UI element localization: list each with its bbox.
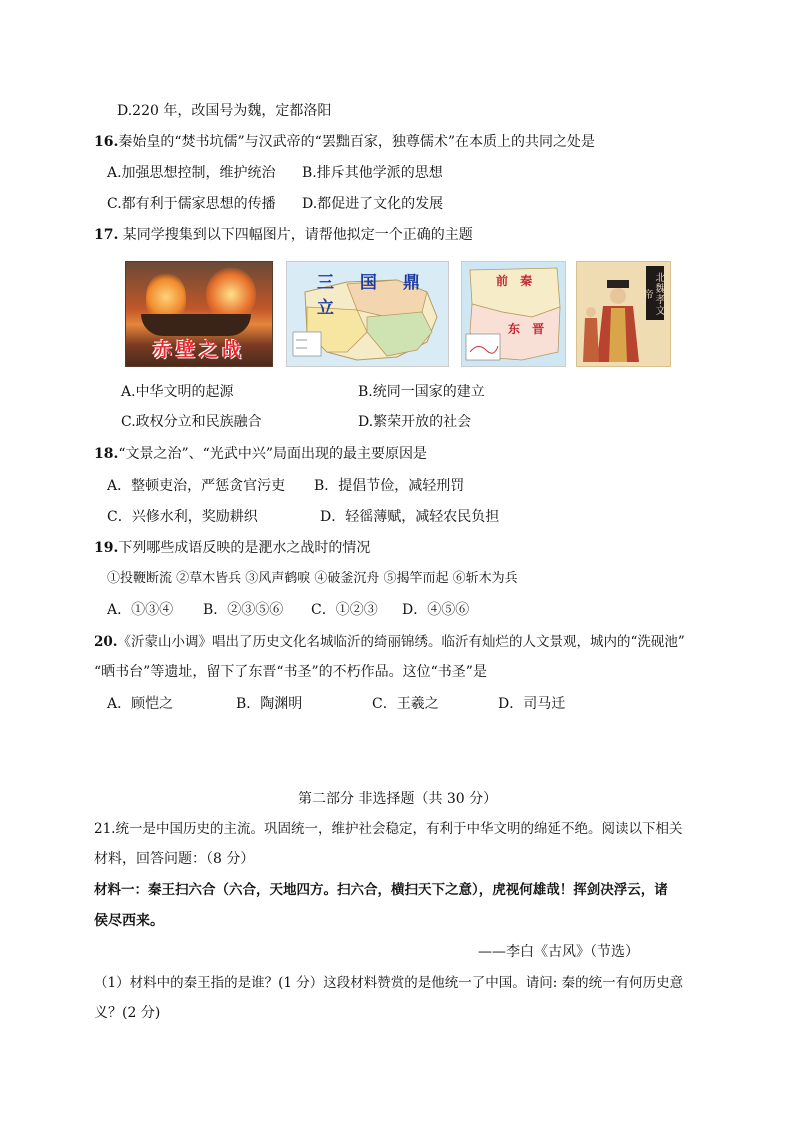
chibi-caption: 赤壁之战 — [152, 339, 245, 361]
q18-option-b: B．提倡节俭，减轻刑罚 — [314, 478, 465, 494]
q17-option-c: C.政权分立和民族融合 — [121, 414, 262, 430]
q21-material-line2: 侯尽西来。 — [94, 913, 164, 929]
q16-stem-text: 秦始皇的“焚书坑儒”与汉武帝的“罢黜百家，独尊儒术”在本质上的共同之处是 — [118, 134, 595, 150]
q19-option-b: B．②③⑤⑥ — [203, 602, 284, 618]
dongjin-label: 东 晋 — [508, 322, 549, 336]
q20-stem-line2: “晒书台”等遗址，留下了东晋“书圣”的不朽作品。这位“书圣”是 — [94, 664, 487, 680]
q21-stem-line1: 21.统一是中国历史的主流。巩固统一，维护社会稳定，有利于中华文明的绵延不绝。阅读以下相关 — [94, 821, 683, 837]
q20-option-a: A．顾恺之 — [107, 696, 174, 712]
qianqin-dongjin-map-image — [461, 261, 566, 367]
q20-stem-line1 — [94, 632, 685, 652]
q20-number: 20. — [94, 634, 118, 650]
q16-stem — [94, 132, 595, 152]
q19-option-c: C．①②③ — [311, 602, 378, 618]
q18-option-a: A．整顿吏治，严惩贪官污吏 — [107, 478, 286, 494]
q19-option-d: D．④⑤⑥ — [402, 602, 470, 618]
q16-option-b: B.排斥其他学派的思想 — [302, 165, 443, 181]
q21-sub1-line2: 义？(2 分) — [94, 1005, 161, 1021]
q20-option-d: D．司马迁 — [498, 696, 566, 712]
q18-option-d: D．轻徭薄赋，减轻农民负担 — [320, 509, 500, 525]
q16-option-d: D.都促进了文化的发展 — [302, 196, 444, 212]
q17-option-b: B.统同一国家的建立 — [358, 384, 485, 400]
q19-option-a: A．①③④ — [107, 602, 174, 618]
q18-stem — [94, 444, 427, 464]
ship-shape — [141, 314, 251, 336]
q17-option-a: A.中华文明的起源 — [121, 384, 234, 400]
q19-stem — [94, 538, 370, 558]
q20-stem-text: 《沂蒙山小调》唱出了历史文化名城临沂的绮丽锦绣。临沂有灿烂的人文景观，城内的“洗砚池” — [117, 634, 685, 650]
part2-heading: 第二部分 非选择题（共 30 分） — [298, 791, 498, 807]
q21-source: ——李白《古风》（节选） — [478, 944, 639, 960]
q20-option-c: C．王羲之 — [372, 696, 439, 712]
q18-stem-text: “文景之治”、“光武中兴”局面出现的最主要原因是 — [118, 446, 427, 462]
three-kingdoms-caption: 三 国 鼎 立 — [317, 273, 430, 318]
q20-option-b: B．陶渊明 — [236, 696, 303, 712]
xiaowen-emperor-image — [576, 261, 671, 367]
q17-stem — [94, 225, 473, 245]
q18-number: 18. — [94, 446, 119, 462]
q19-idioms: ①投鞭断流 ②草木皆兵 ③风声鹤唳 ④破釜沉舟 ⑤揭竿而起 ⑥斩木为兵 — [107, 571, 518, 586]
q19-number: 19. — [94, 540, 119, 556]
q17-stem-text: 某同学搜集到以下四幅图片，请帮他拟定一个正确的主题 — [118, 227, 473, 243]
three-kingdoms-map-image — [286, 261, 449, 367]
q16-option-a: A.加强思想控制，维护统治 — [107, 165, 276, 181]
q17-number: 17. — [94, 227, 119, 243]
qianqin-label: 前 秦 — [496, 274, 537, 288]
q21-stem-line2: 材料，回答问题：（8 分） — [94, 851, 255, 867]
q16-option-c: C.都有利于儒家思想的传播 — [107, 196, 276, 212]
chibi-battle-image — [125, 261, 273, 367]
q21-sub1-line1: （1）材料中的秦王指的是谁？(1 分）这段材料赞赏的是他统一了中国。请问: 秦的统一有何历史意 — [94, 975, 684, 991]
q16-number: 16. — [94, 134, 119, 150]
q18-option-c: C．兴修水利，奖励耕织 — [107, 509, 258, 525]
q17-option-d: D.繁荣开放的社会 — [358, 414, 472, 430]
q19-stem-text: 下列哪些成语反映的是淝水之战时的情况 — [118, 540, 371, 556]
q21-material-line1: 材料一：秦王扫六合（六合，天地四方。扫六合，横扫天下之意），虎视何雄哉！挥剑决浮云，诸 — [94, 882, 668, 898]
q15-option-d: D.220 年，改国号为魏，定都洛阳 — [117, 103, 332, 119]
emperor-seal: 北魏孝文帝 — [646, 266, 664, 320]
